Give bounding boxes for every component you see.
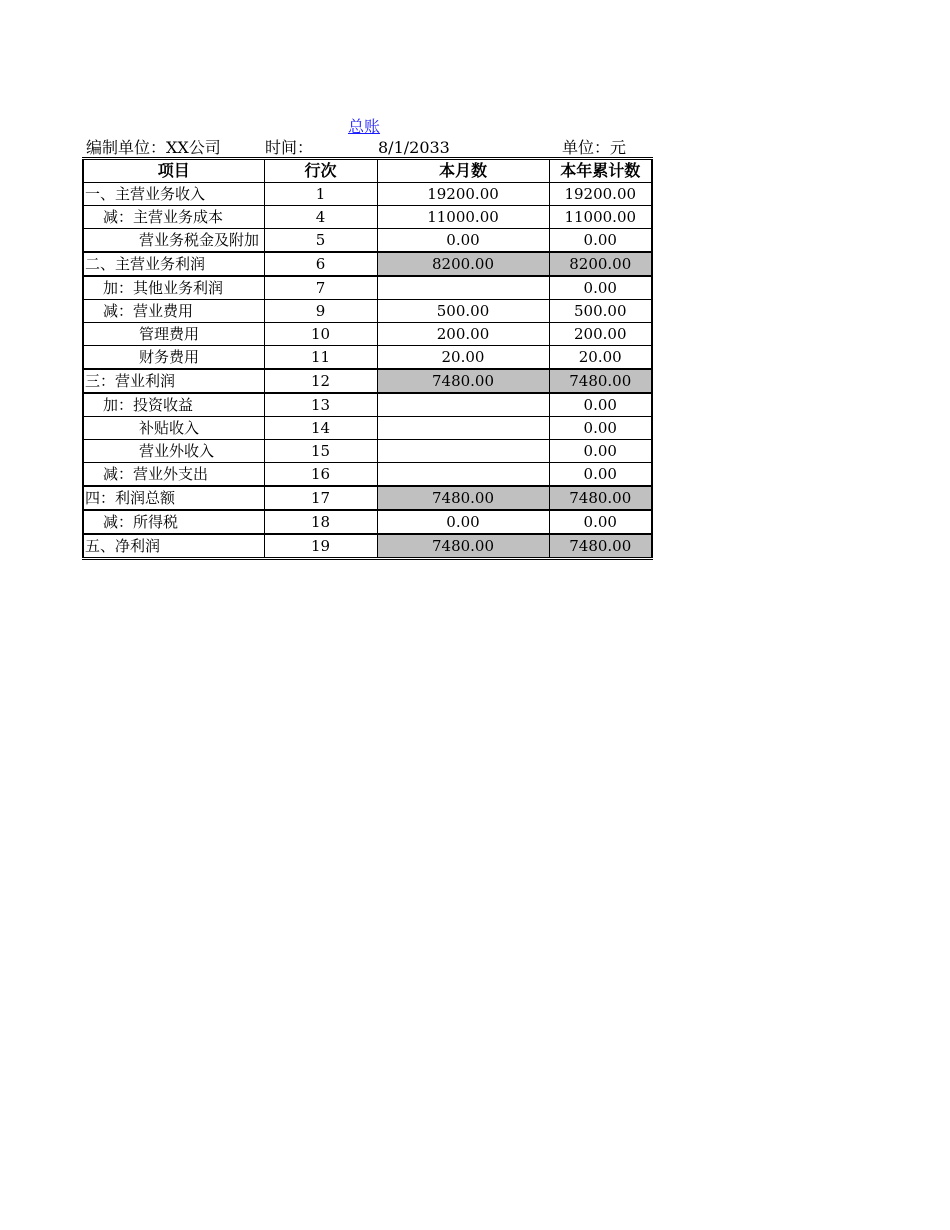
- row-item[interactable]: 四：利润总额: [83, 486, 264, 510]
- table-row: [83, 463, 652, 487]
- row-item[interactable]: 五、净利润: [83, 534, 264, 559]
- header-line-number: 行次: [264, 159, 377, 183]
- row-year[interactable]: 19200.00: [549, 183, 652, 206]
- row-item[interactable]: 补贴收入: [83, 417, 264, 440]
- income-statement-table: [82, 157, 653, 560]
- row-year[interactable]: 200.00: [549, 323, 652, 346]
- row-year[interactable]: 0.00: [549, 510, 652, 534]
- row-month[interactable]: 0.00: [377, 229, 549, 253]
- table-row: [83, 276, 652, 300]
- row-line[interactable]: 1: [264, 183, 377, 206]
- row-year[interactable]: 7480.00: [549, 486, 652, 510]
- row-month[interactable]: [377, 393, 549, 417]
- row-year[interactable]: 0.00: [549, 463, 652, 487]
- row-year[interactable]: 20.00: [549, 346, 652, 370]
- table-row: [83, 229, 652, 253]
- table-row: [83, 534, 652, 559]
- header-item: 项目: [83, 159, 264, 183]
- ledger-title-link[interactable]: 总账: [348, 117, 381, 136]
- row-year[interactable]: 0.00: [549, 276, 652, 300]
- header-current-month: 本月数: [377, 159, 549, 183]
- row-year[interactable]: 0.00: [549, 417, 652, 440]
- row-month[interactable]: 11000.00: [377, 206, 549, 229]
- row-line[interactable]: 16: [264, 463, 377, 487]
- row-month[interactable]: 200.00: [377, 323, 549, 346]
- table-row: [83, 252, 652, 276]
- row-item[interactable]: 营业务税金及附加: [83, 229, 264, 253]
- row-month[interactable]: [377, 463, 549, 487]
- row-year[interactable]: 7480.00: [549, 534, 652, 559]
- time-label: 时间：: [265, 138, 314, 157]
- row-year[interactable]: 7480.00: [549, 369, 652, 393]
- table-row: [83, 510, 652, 534]
- row-line[interactable]: 12: [264, 369, 377, 393]
- table-row: [83, 440, 652, 463]
- row-line[interactable]: 10: [264, 323, 377, 346]
- row-year[interactable]: 0.00: [549, 229, 652, 253]
- row-month[interactable]: [377, 276, 549, 300]
- row-month[interactable]: 8200.00: [377, 252, 549, 276]
- row-month[interactable]: 7480.00: [377, 534, 549, 559]
- currency-unit-label: 单位：元: [562, 138, 627, 157]
- row-line[interactable]: 4: [264, 206, 377, 229]
- row-item[interactable]: 一、主营业务收入: [83, 183, 264, 206]
- header-year-to-date: 本年累计数: [549, 159, 652, 183]
- row-item[interactable]: 减：主营业务成本: [83, 206, 264, 229]
- row-item[interactable]: 营业外收入: [83, 440, 264, 463]
- row-item[interactable]: 减：营业费用: [83, 300, 264, 323]
- row-item[interactable]: 减：所得税: [83, 510, 264, 534]
- table-row: [83, 346, 652, 370]
- row-line[interactable]: 17: [264, 486, 377, 510]
- row-line[interactable]: 6: [264, 252, 377, 276]
- row-line[interactable]: 11: [264, 346, 377, 370]
- row-year[interactable]: 0.00: [549, 393, 652, 417]
- row-item[interactable]: 财务费用: [83, 346, 264, 370]
- table-row: [83, 323, 652, 346]
- table-row: [83, 300, 652, 323]
- row-month[interactable]: 7480.00: [377, 486, 549, 510]
- row-line[interactable]: 19: [264, 534, 377, 559]
- company-label: 编制单位：XX公司: [86, 138, 221, 157]
- row-item[interactable]: 加：投资收益: [83, 393, 264, 417]
- row-line[interactable]: 13: [264, 393, 377, 417]
- row-month[interactable]: 7480.00: [377, 369, 549, 393]
- table-row: [83, 486, 652, 510]
- row-month[interactable]: 19200.00: [377, 183, 549, 206]
- row-line[interactable]: 7: [264, 276, 377, 300]
- row-month[interactable]: [377, 417, 549, 440]
- row-line[interactable]: 18: [264, 510, 377, 534]
- table-row: [83, 369, 652, 393]
- row-year[interactable]: 500.00: [549, 300, 652, 323]
- row-year[interactable]: 0.00: [549, 440, 652, 463]
- row-month[interactable]: 20.00: [377, 346, 549, 370]
- row-item[interactable]: 二、主营业务利润: [83, 252, 264, 276]
- row-line[interactable]: 9: [264, 300, 377, 323]
- report-date: 8/1/2033: [378, 138, 450, 157]
- row-month[interactable]: [377, 440, 549, 463]
- row-item[interactable]: 减：营业外支出: [83, 463, 264, 487]
- row-year[interactable]: 11000.00: [549, 206, 652, 229]
- row-item[interactable]: 三：营业利润: [83, 369, 264, 393]
- table-row: [83, 206, 652, 229]
- table-row: [83, 393, 652, 417]
- row-month[interactable]: 0.00: [377, 510, 549, 534]
- row-month[interactable]: 500.00: [377, 300, 549, 323]
- row-line[interactable]: 5: [264, 229, 377, 253]
- row-line[interactable]: 14: [264, 417, 377, 440]
- row-item[interactable]: 加：其他业务利润: [83, 276, 264, 300]
- table-row: [83, 183, 652, 206]
- row-year[interactable]: 8200.00: [549, 252, 652, 276]
- row-line[interactable]: 15: [264, 440, 377, 463]
- table-row: [83, 417, 652, 440]
- row-item[interactable]: 管理费用: [83, 323, 264, 346]
- table-header-row: [83, 159, 652, 183]
